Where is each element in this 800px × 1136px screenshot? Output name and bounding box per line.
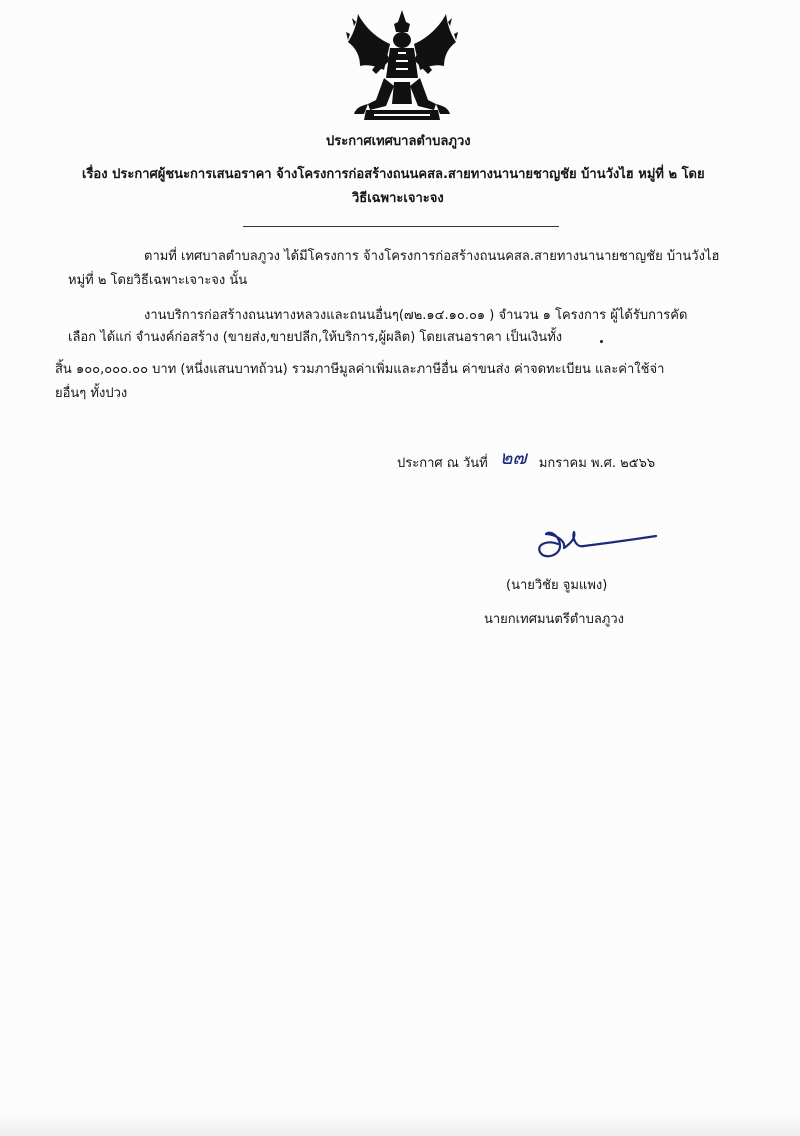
paragraph-2-line-3: สิ้น ๑๐๐,๐๐๐.๐๐ บาท (หนึ่งแสนบาทถ้วน) รวมภาษีมูลค่าเพิ่มและภาษีอื่น ค่าขนส่ง ค่าจดทะเบียน และค่าใช้จ่า [55, 362, 665, 377]
signature-icon [530, 518, 660, 564]
announcement-date [397, 447, 656, 472]
subject-line-2: วิธีเฉพาะเจาะจง [352, 191, 444, 206]
paragraph-1-line-1: ตามที่ เทศบาลตำบลภูวง ได้มีโครงการ จ้างโครงการก่อสร้างถนนคสล.สายทางนานายชาญชัย บ้านวังไฮ [144, 249, 720, 264]
handwritten-day: ๒๗ [499, 447, 527, 469]
page-bottom-edge [0, 1114, 800, 1136]
date-suffix: มกราคม พ.ศ. ๒๕๖๖ [538, 456, 656, 471]
divider-line [243, 226, 559, 227]
signer-name: (นายวิชัย จูมแพง) [506, 578, 608, 593]
announcement-title: ประกาศเทศบาลตำบลภูวง [326, 134, 471, 149]
signer-title: นายกเทศมนตรีตำบลภูวง [484, 612, 624, 627]
paragraph-2-line-2: เลือก ได้แก่ จำนงค์ก่อสร้าง (ขายส่ง,ขายปลีก,ให้บริการ,ผู้ผลิต) โดยเสนอราคา เป็นเงินทั้ง [68, 330, 563, 345]
paragraph-2-line-1: งานบริการก่อสร้างถนนทางหลวงและถนนอื่นๆ(๗๒.๑๔.๑๐.๐๑ ) จำนวน ๑ โครงการ ผู้ได้รับการคัด [144, 308, 688, 323]
garuda-emblem-icon [346, 8, 458, 122]
paragraph-1-line-2: หมู่ที่ ๒ โดยวิธีเฉพาะเจาะจง นั้น [68, 273, 248, 288]
subject-line-1: เรื่อง ประกาศผู้ชนะการเสนอราคา จ้างโครงการก่อสร้างถนนคสล.สายทางนานายชาญชัย บ้านวังไฮ หมู่ที่ ๒ โดย [82, 167, 705, 182]
ink-speck [600, 340, 603, 343]
paragraph-2-line-4: ยอื่นๆ ทั้งปวง [55, 386, 128, 401]
date-prefix: ประกาศ ณ วันที่ [397, 456, 488, 471]
